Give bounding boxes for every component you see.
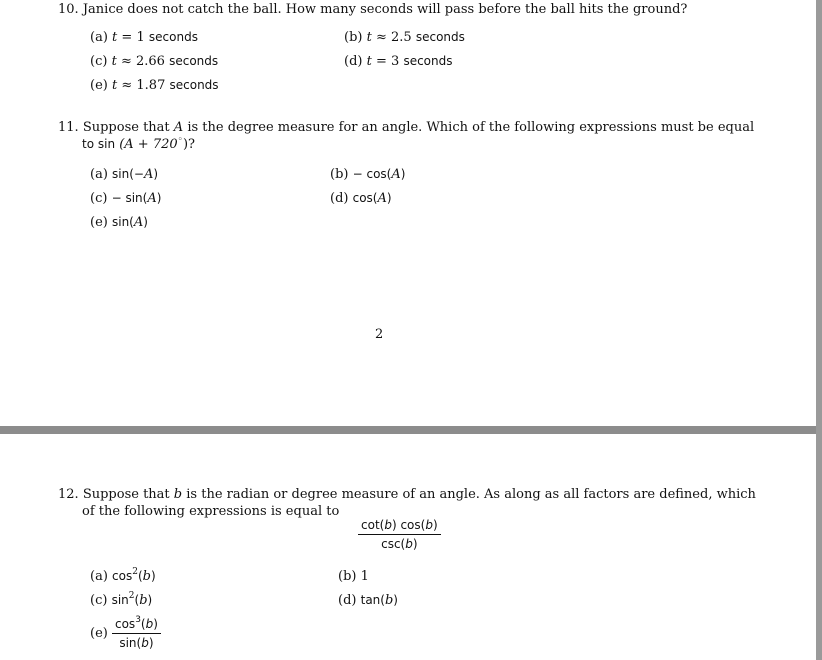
q11-option-d [330,191,392,206]
option-label: (c) [90,191,108,206]
degree-sign: ◦ [177,135,183,145]
option-expr: ) [143,215,148,229]
option-var: A [143,167,154,182]
option-expr: ) [153,167,159,181]
option-expr: ) [156,191,162,205]
question-text: Janice does not catch the ball. How many seconds will pass before the ball hits the ground? [82,2,688,17]
option-label: (a) [90,30,108,45]
option-var: A [377,191,387,206]
option-rel: = [375,54,387,69]
question-12-line-2 [82,504,339,519]
option-rel: ≈ [375,30,387,45]
option-var: A [133,215,144,230]
option-expr: − cos( [352,167,392,181]
option-label: (e) [90,626,108,641]
question-number: 12. [58,487,79,502]
option-label: (d) [344,54,363,69]
option-value: 2.5 [391,30,412,45]
option-label: (b) [330,167,349,182]
document-page-2 [0,434,816,660]
option-var: t [366,54,372,69]
option-rel: ≈ [121,78,133,93]
option-label: (d) [338,593,357,608]
option-fn: cos [112,569,133,583]
option-label: (e) [90,78,108,93]
q10-option-e [90,78,219,93]
viewer-right-edge [816,0,822,660]
page-separator [0,426,822,434]
option-var: A [147,191,157,206]
question-expr: (A + 720 [119,137,178,152]
option-var: t [112,30,118,45]
option-label: (c) [90,54,108,69]
option-value: 3 [391,54,400,69]
q11-option-a [90,167,158,182]
option-value: 1 [136,30,145,45]
question-text: is the degree measure for an angle. Which of the following expressions must be equal [187,120,755,135]
q10-option-a [90,30,198,45]
option-expr: ) [400,167,406,181]
q10-option-d [344,54,453,69]
question-10 [58,2,687,17]
option-value: 2.66 [136,54,165,69]
option-exponent: 2 [132,567,138,577]
q10-option-b [344,30,465,45]
option-unit: seconds [148,30,198,44]
q11-option-c [90,191,161,206]
fraction-numerator: cot(b) cos(b) [358,518,441,535]
question-11-line-2 [82,137,195,152]
page-number: 2 [375,327,384,342]
q11-option-b [330,167,405,182]
option-rel: = [121,30,133,45]
option-unit: seconds [169,78,219,92]
option-var: t [366,30,372,45]
question-var: A [173,120,184,135]
question-text: of the following expressions is equal to [82,504,340,519]
q12-option-d: (d) tan(b) [338,593,398,608]
option-label: (b) [338,569,357,584]
q10-option-c [90,54,218,69]
question-text: Suppose that [82,120,170,135]
option-expr: − sin( [111,191,148,205]
option-label: (c) [90,593,108,608]
q12-option-b [338,569,369,584]
option-fn: tan [360,593,381,607]
option-rel: ≈ [120,54,132,69]
option-label: (a) [90,167,108,182]
option-label: (a) [90,569,108,584]
option-value: 1 [360,569,369,584]
fraction-denominator: csc(b) [381,537,418,551]
question-text: Suppose that [82,487,170,502]
q12-option-e [90,617,161,650]
option-fn: sin [111,593,129,607]
q11-option-e [90,215,148,230]
question-text: is the radian or degree measure of an angle. As along as all factors are defined, which [186,487,756,502]
option-label: (e) [90,215,108,230]
question-11 [58,120,754,135]
option-unit: seconds [415,30,465,44]
q12-fraction [358,518,441,551]
option-e-fraction: $\frac{\cos^3(b)}{\sin(b)}$ [112,617,161,650]
option-value: 1.87 [136,78,166,93]
question-number: 10. [58,2,79,17]
option-expr: cos( [352,191,378,205]
question-var: b [173,487,183,502]
option-unit: seconds [169,54,219,68]
option-var: A [391,167,401,182]
option-label: (b) [344,30,363,45]
option-expr: sin(− [112,167,144,181]
option-expr: ) [386,191,392,205]
option-expr: sin( [111,215,134,229]
option-exponent: 2 [128,591,135,601]
question-number: 11. [58,120,79,135]
option-var: t [111,78,118,93]
option-unit: seconds [403,54,453,68]
question-text: )? [182,137,195,152]
q12-option-a: (a) $\cos^2(b)$ [90,567,156,584]
option-label: (d) [330,191,349,206]
option-var: t [111,54,117,69]
question-text: to sin [82,137,116,151]
question-12 [58,487,756,502]
q12-option-c: (c) $\sin^2(b)$ [90,591,153,608]
